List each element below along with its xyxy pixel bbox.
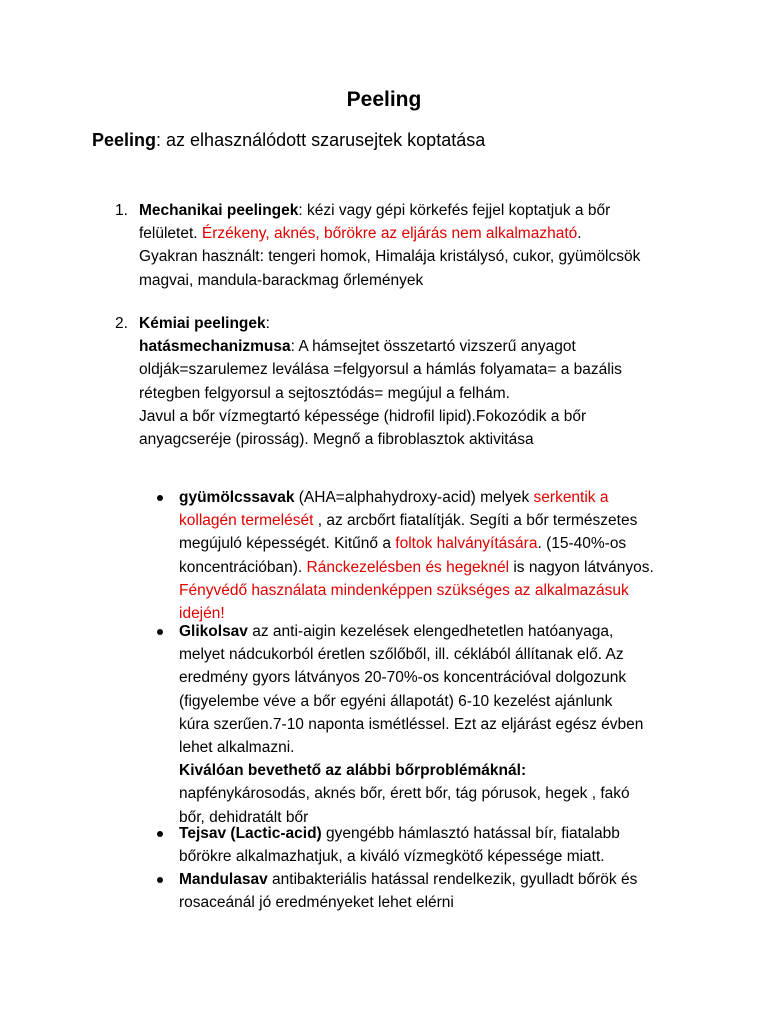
bullet-lactic-acid [179,822,620,868]
bullet-dot [157,629,163,635]
section-1-line-2 [139,222,640,245]
bullet-mandelic-acid [179,868,637,914]
bullet-2-line-4: (figyelembe véve a bőr egyéni állapotát) 6-10 kezelést ajánlunk [179,692,613,710]
bullet-1-highlight-1: serkentik a [533,489,609,506]
section-2-line-2 [139,335,622,358]
bullet-1-line-2 [179,509,654,532]
section-2-line-6: anyagcseréje (pirosság). Megnő a fibroblasztok aktivitása [139,430,534,448]
section-1-line-4: magvai, mandula-barackmag őrlemények [139,271,424,289]
bullet-dot [157,831,163,837]
bullet-2-line-3: eredmény gyors látványos 20-70%-os koncentrációval dolgozunk [179,669,627,687]
bullet-2-line-9: bőr, dehidratált bőr [179,808,309,826]
bullet-1-line-4 [179,556,654,579]
bullet-3-line-1-text: gyengébb hámlasztó hatással bír, fiatalabb [321,825,620,842]
bullet-1-line-1-text: (AHA=alphahydroxy-acid) melyek [294,489,534,506]
bullet-2-line-8: napfénykárosodás, aknés bőr, érett bőr, tág pórusok, hegek , fakó [179,785,630,803]
bullet-1-line-3 [179,532,654,555]
mechanism-label: hatásmechanizmusa [139,338,291,356]
bullet-1-line-4-end: is nagyon látványos. [509,558,654,576]
bullet-1-line-3-text: megújuló képességét. Kitűnő a [179,535,396,553]
section-1-number: 1. [115,202,128,219]
bullet-2-line-1 [179,620,643,643]
document-title: Peeling [346,88,422,111]
section-1-heading: Mechanikai peelingek [139,202,299,219]
section-2-line-3: oldják=szarulemez leválása =felgyorsul a hámlás folyamata= a bazális [139,361,622,379]
section-2-chemical-peelings [139,312,622,451]
indications-heading-text: Kiválóan bevethető az alábbi bőrproblémáknál: [179,762,527,780]
subtitle-definition: : az elhasználódott szarusejtek koptatása [156,130,486,150]
bullet-2-line-1-text: az anti-aigin kezelések elengedhetetlen hatóanyaga, [247,623,614,640]
bullet-1-line-2-text: , az arcbőrt fiatalítják. Segíti a bőr természetes [313,512,638,530]
subtitle-term: Peeling [92,130,157,150]
section-2-number: 2. [115,315,128,332]
section-2-line-5: Javul a bőr vízmegtartó képessége (hidrofil lipid).Fokozódik a bőr [139,407,587,425]
bullet-dot [157,877,163,883]
bullet-3-line-2: bőrökre alkalmazhatjuk, a kiváló vízmegkötő képessége miatt. [179,848,605,866]
section-2-line-1 [139,312,622,335]
bullet-1-sunscreen-warning-end: idején! [179,604,225,622]
bullet-1-highlight-2: kollagén termelését [179,512,314,530]
bullet-4-line-2: rosaceánál jó eredményeket lehet elérni [179,894,454,912]
bullet-3-line-1 [179,822,620,845]
bullet-1-line-3-end: . (15-40%-os [537,535,627,553]
bullet-dot [157,495,163,501]
bullet-4-line-1 [179,868,637,891]
section-1-line-1 [139,199,640,222]
section-2-line-4: rétegben felgyorsul a sejtosztódás= megújul a felhám. [139,384,510,402]
section-1-mechanical-peelings [139,199,640,292]
bullet-1-highlight-3: foltok halványítására [395,535,538,553]
bullet-2-line-2: melyet nádcukorból éretlen szőlőből, ill. céklából állítanak elő. Az [179,646,624,664]
section-2-line-1-text: : [265,315,270,332]
bullet-1-sunscreen-warning: Fényvédő használata mindenképpen szükséges az alkalmazásuk [179,581,629,599]
section-1-line-2-end: . [577,225,582,243]
section-1-line-1-text: : kézi vagy gépi körkefés fejjel koptatjuk a bőr [298,202,611,219]
glycolic-acid-term: Glikolsav [179,623,248,640]
bullet-4-line-1-text: antibakteriális hatással rendelkezik, gyulladt bőrök és [267,871,638,888]
bullet-glycolic-acid [179,620,643,829]
bullet-1-line-1 [179,486,654,509]
bullet-1-highlight-4: Ránckezelésben és hegeknél [306,558,510,576]
document-subtitle [92,130,485,151]
section-2-line-2-text: : A hámsejtet összetartó vizszerű anyagot [290,338,576,356]
bullet-2-indications-heading [179,759,643,782]
section-1-warning: Érzékeny, aknés, bőrökre az eljárás nem alkalmazható [201,225,578,243]
bullet-2-line-6: lehet alkalmazni. [179,738,295,756]
fruit-acids-term: gyümölcssavak [179,489,295,506]
section-2-heading: Kémiai peelingek [139,315,266,332]
bullet-fruit-acids [179,486,654,625]
mandelic-acid-term: Mandulasav [179,871,268,888]
bullet-2-line-5: kúra szerűen.7-10 naponta ismétléssel. Ezt az eljárást egész évben [179,715,644,733]
section-1-line-3: Gyakran használt: tengeri homok, Himalája kristálysó, cukor, gyümölcsök [139,248,641,266]
section-1-line-2-text: felületet. [139,225,202,243]
lactic-acid-term: Tejsav (Lactic-acid) [179,825,322,842]
bullet-1-line-4-text: koncentrációban). [179,558,307,576]
